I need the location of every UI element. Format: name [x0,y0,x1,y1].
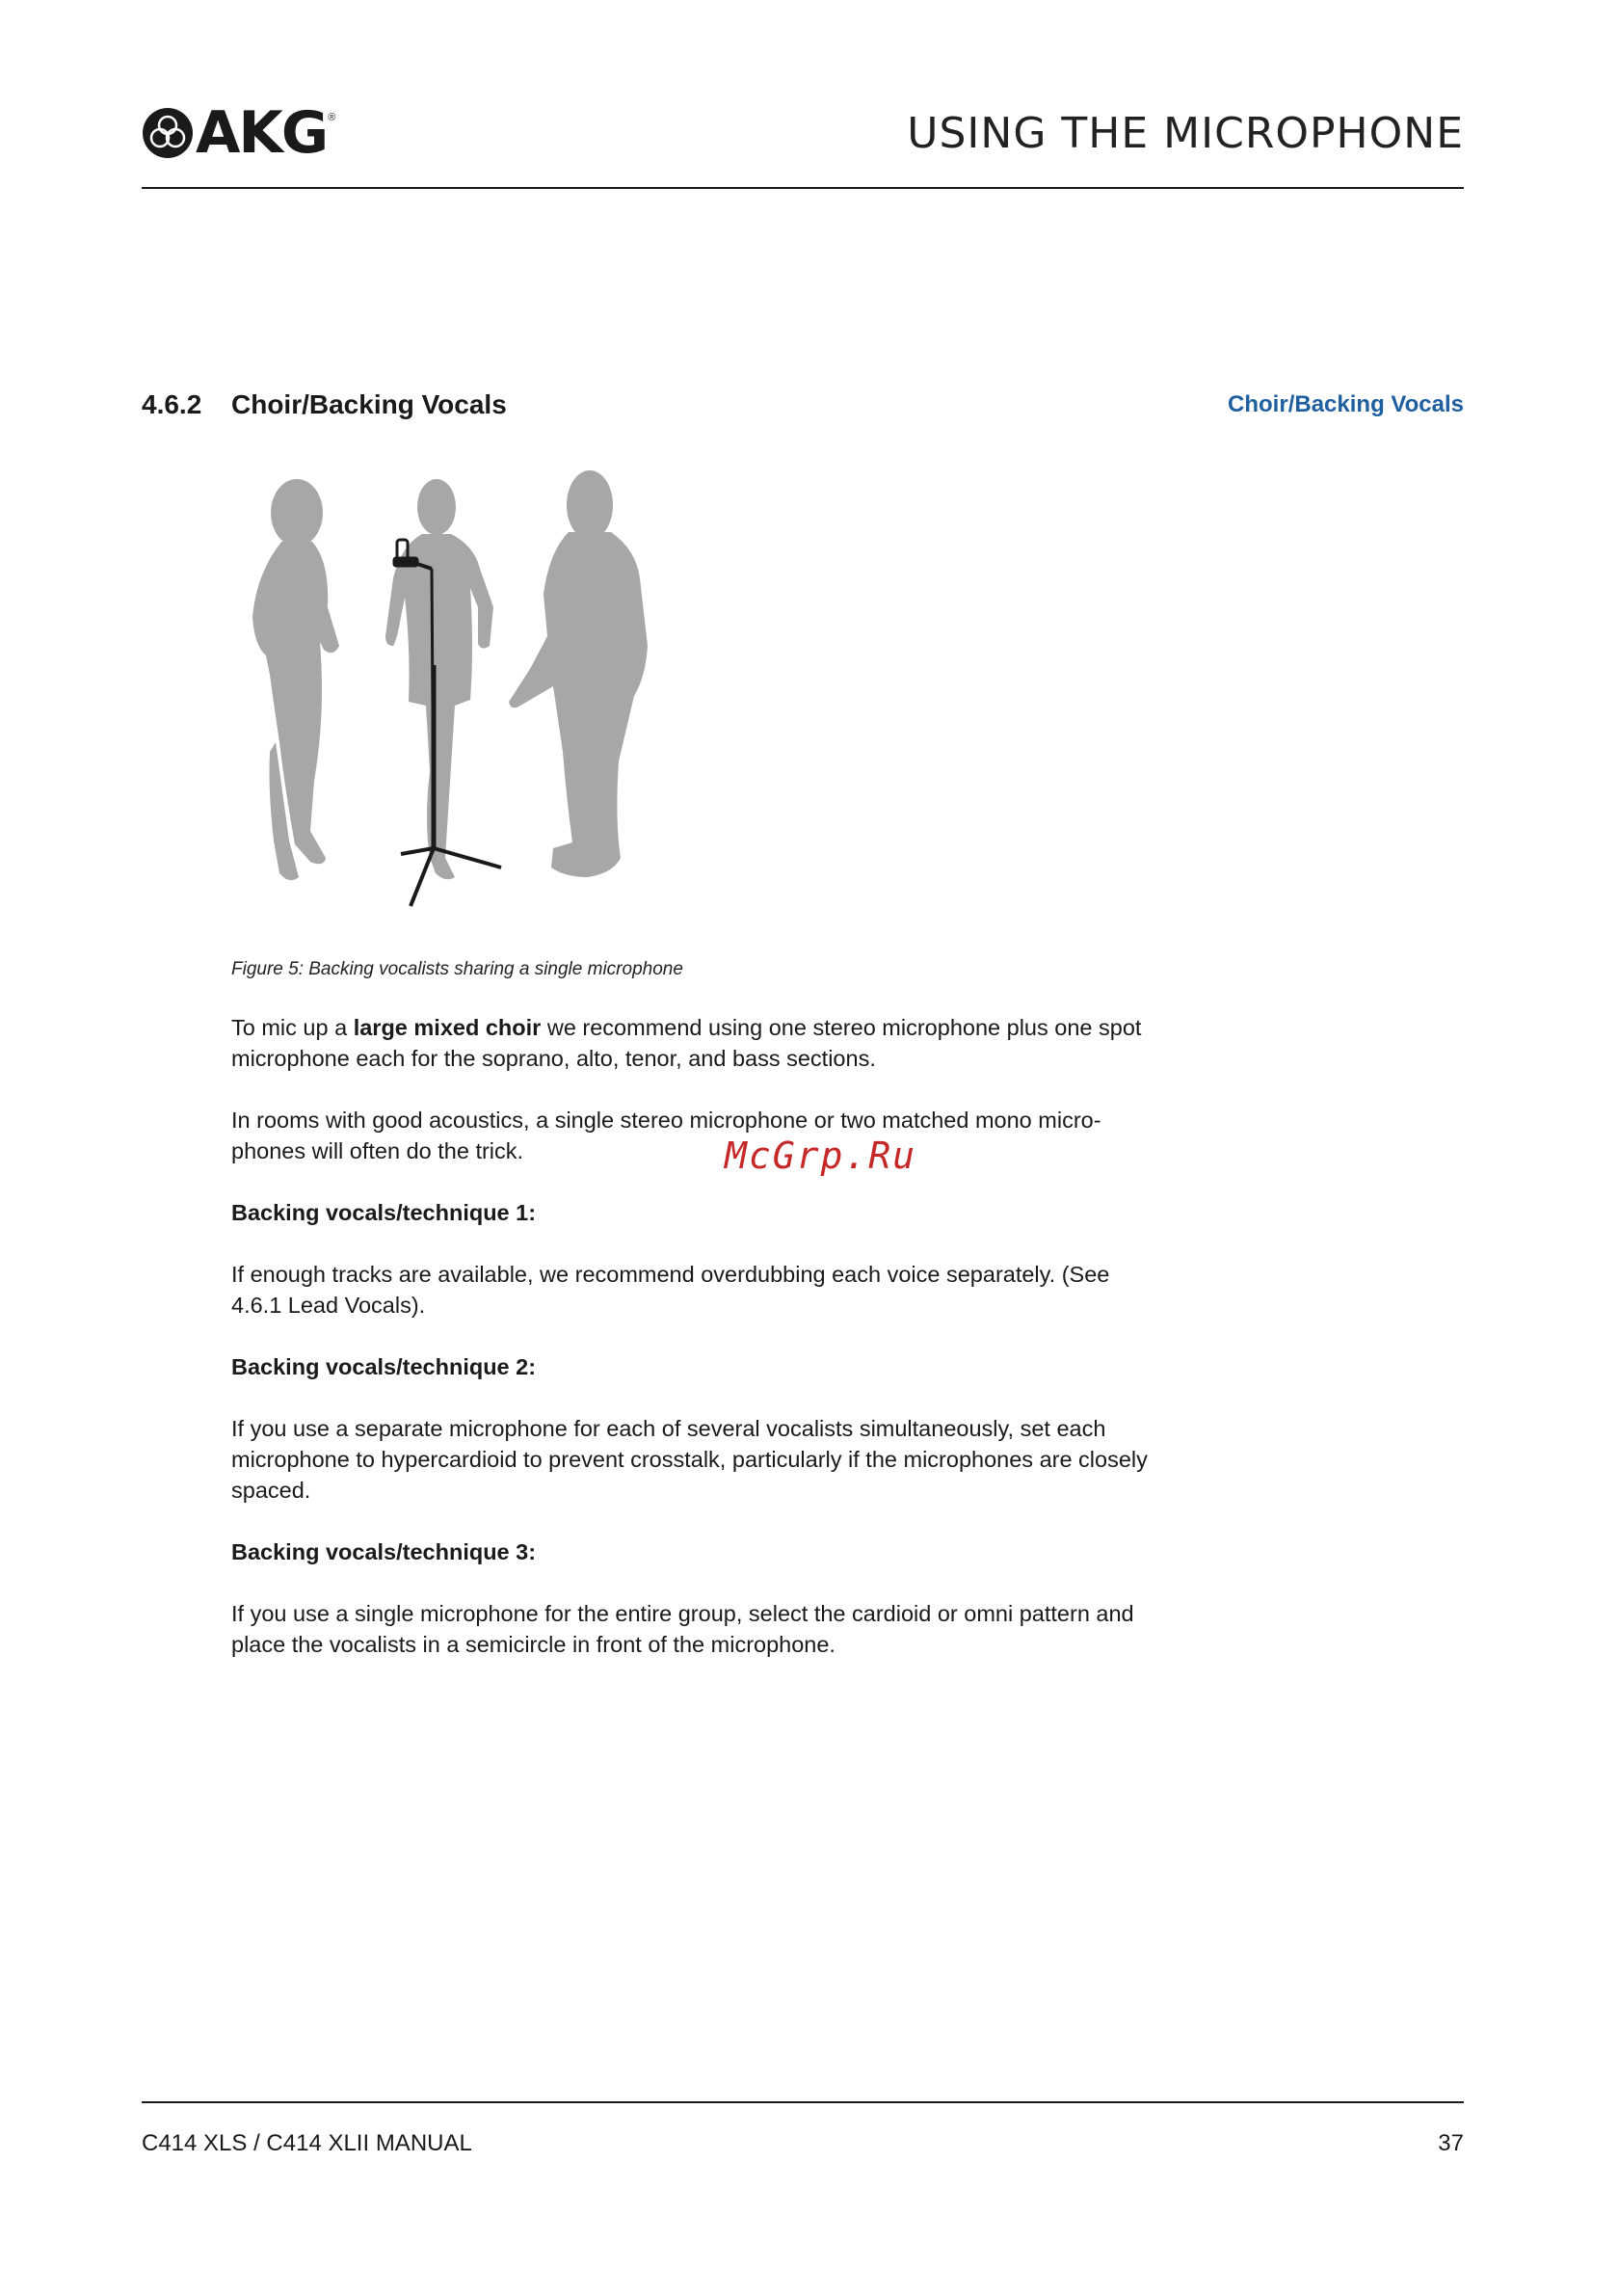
chapter-title: USING THE MICROPHONE [907,109,1464,158]
singer-left-body [252,542,339,864]
vocalist-silhouettes [252,470,648,880]
singer-middle-head [417,479,456,535]
technique-2-text: If you use a separate microphone for each of several vocalists simultaneously, set each microphone to hypercardioid to prevent crosstalk, particularly if the microphones are closely spaced. [231,1416,1148,1503]
technique-2-heading: Backing vocals/technique 2: [231,1354,537,1379]
akg-logo-icon [142,107,194,159]
header-rule [142,187,1464,189]
paragraph-choir-text-start: To mic up a [231,1015,354,1040]
body-text [231,1012,1156,1691]
watermark: McGrp.Ru [725,1135,917,1177]
singer-left-head [271,479,323,547]
section-title: Choir/Backing Vocals [231,389,507,419]
paragraph-choir-text-end: we recommend using one stereo microphone plus one spot microphone each for the soprano, alto, tenor, and bass sections. [231,1015,1142,1071]
brand-name: AKG [196,99,328,167]
margin-note: Choir/Backing Vocals [1228,391,1464,417]
singer-right-body [509,532,648,877]
paragraph-acoustics: In rooms with good acoustics, a single stereo microphone or two matched mono micro-phones will often do the trick. [231,1108,1101,1163]
singer-middle-body [385,534,493,879]
paragraph-choir [231,1012,1156,1074]
section-number: 4.6.2 [142,389,202,419]
section-heading [142,389,507,420]
technique-3-text: If you use a single microphone for the entire group, select the cardioid or omni pattern and place the vocalists in a semicircle in front of the microphone. [231,1601,1134,1657]
large-mixed-choir-emphasis: large mixed choir [353,1015,542,1040]
page-number: 37 [1438,2130,1464,2156]
registered-mark: ® [328,112,336,123]
vocalists-silhouette-illustration [231,453,675,916]
mic-stand-leg-front [411,848,434,906]
figure-caption: Figure 5: Backing vocalists sharing a single microphone [231,959,683,979]
mic-stand-leg-left [401,848,434,854]
microphone-clip [393,557,418,567]
footer-rule [142,2101,1464,2103]
technique-1-heading: Backing vocals/technique 1: [231,1200,537,1225]
technique-3-heading: Backing vocals/technique 3: [231,1539,537,1564]
technique-1-text: If enough tracks are available, we recommend overdubbing each voice separately. (See 4.6.1 Lead Vocals). [231,1262,1110,1318]
footer-manual-title: C414 XLS / C414 XLII MANUAL [142,2130,472,2156]
singer-right-head [567,470,613,540]
akg-logo [142,99,336,167]
